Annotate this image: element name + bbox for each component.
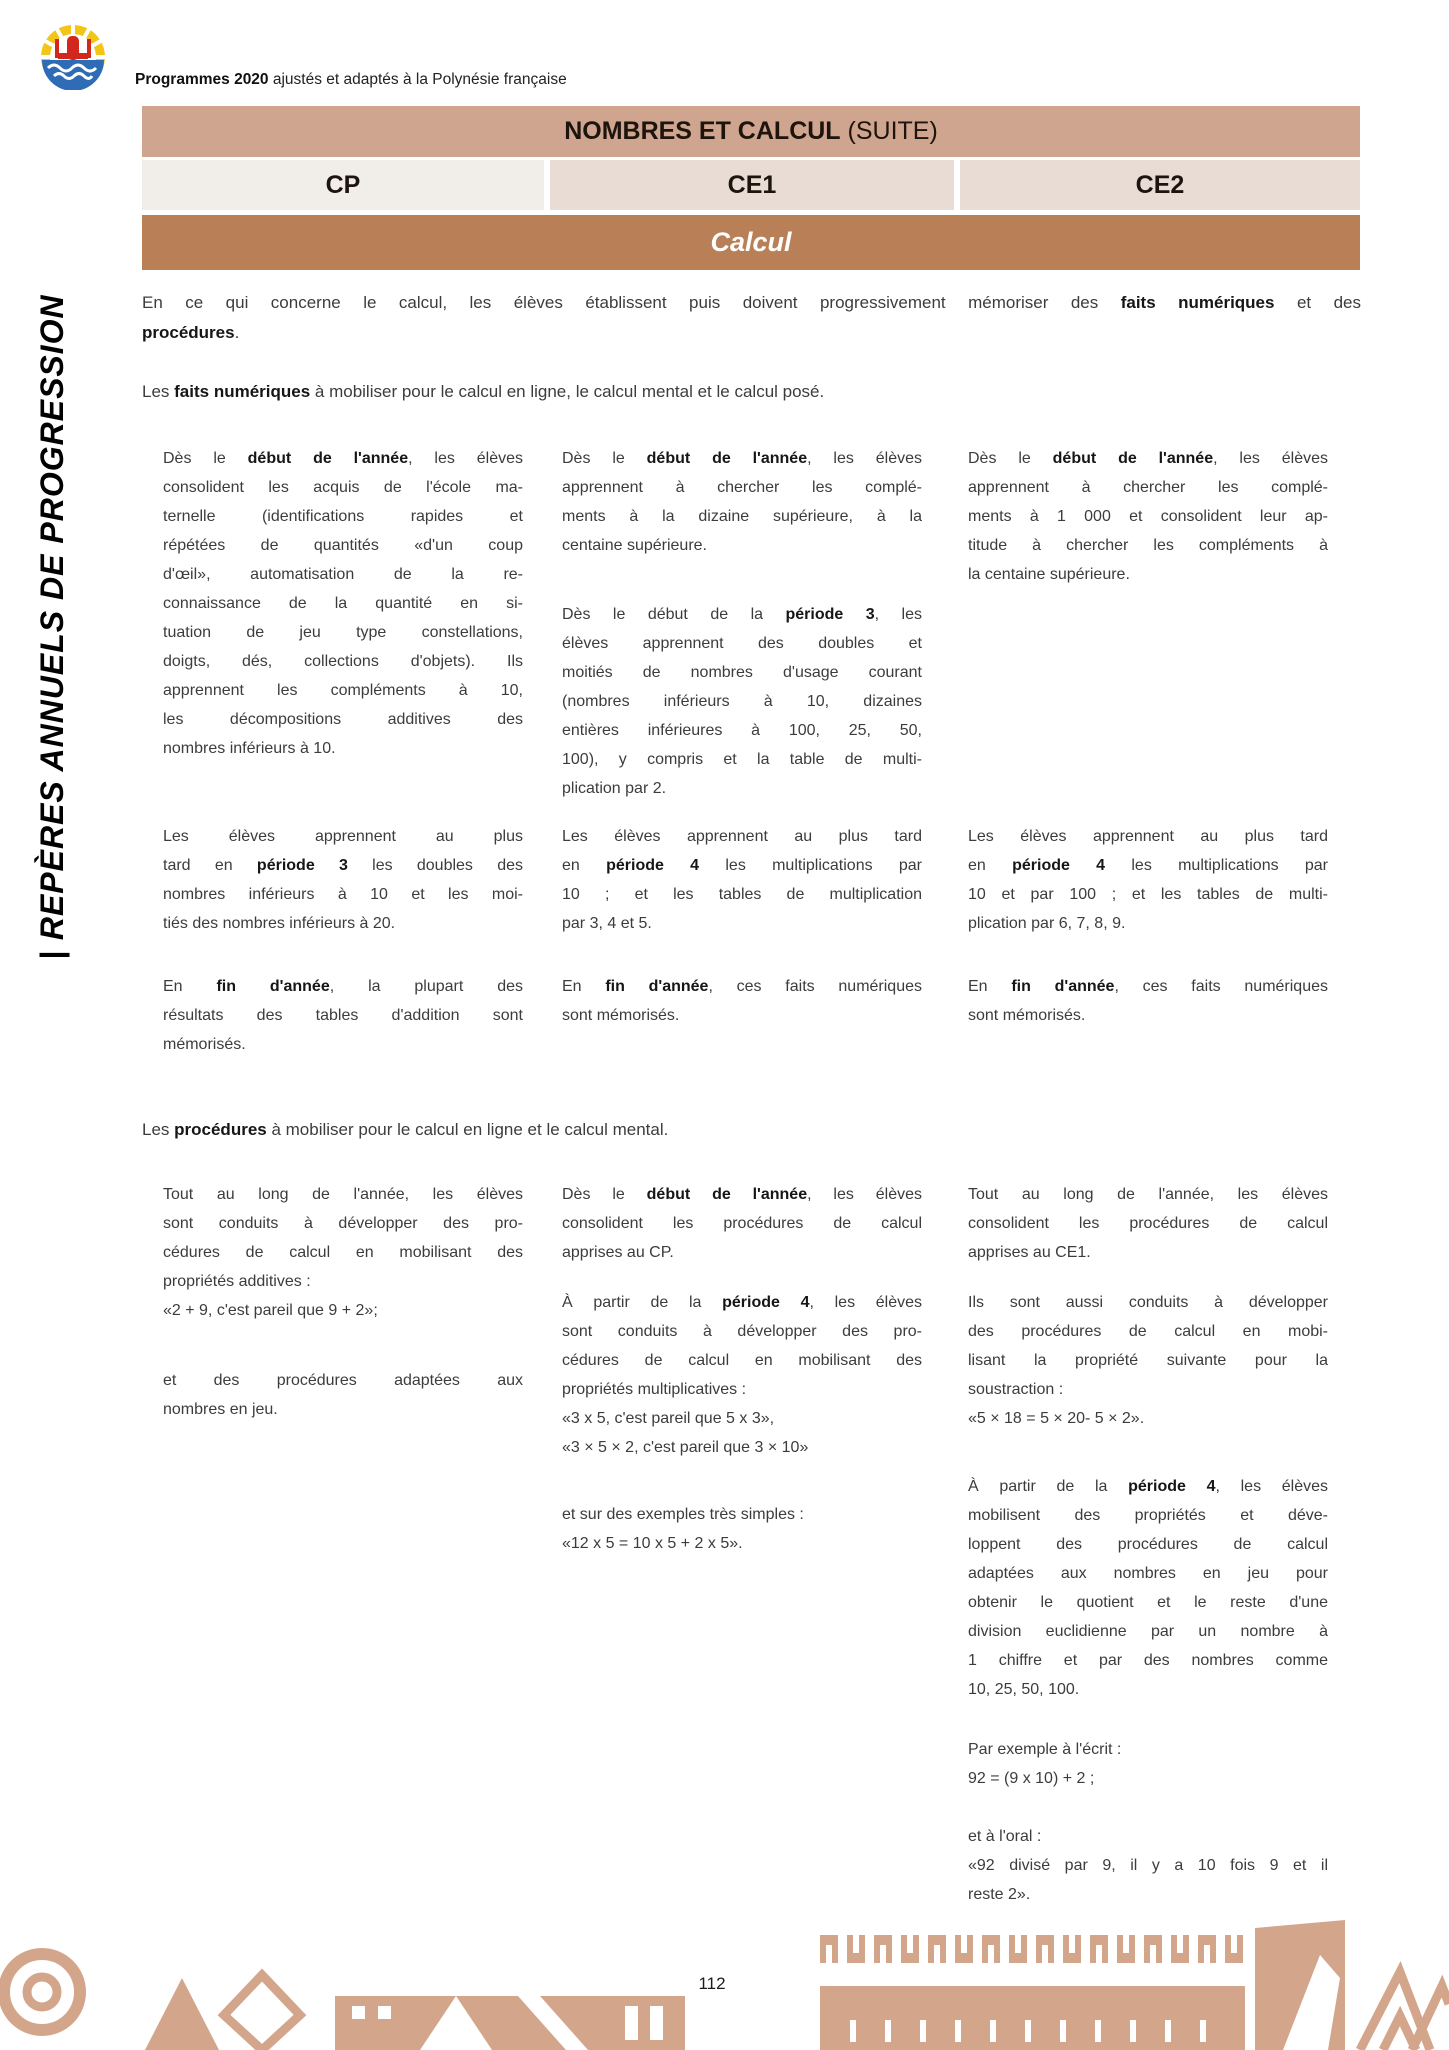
table-title-band [142, 106, 1360, 157]
brand-rest: ajustés et adaptés à la Polynésie française [268, 71, 567, 88]
cp-s1-paragraph-1: Dès le début de l'année, les élèves consolident les acquis de l'école ma- ternelle (identifications rapides et répétées de quantités «d'un coup d'œil», automatisation de la re- connaissance de la quantité en si- tuation de jeu type constellations, doigts, dés, collections d'objets). Ils apprennent les compléments à 10, les décompositions additives des nombres inférieurs à 10. [163, 450, 523, 757]
polynesie-francaise-logo [40, 24, 106, 90]
ce2-s1-paragraph-2: Les élèves apprennent au plus tard en période 4 les multiplications par 10 et par 100 ; et les tables de multi- plication par 6, 7, 8, 9. [968, 828, 1328, 932]
table-title-suffix: (SUITE) [840, 117, 938, 145]
procedures-line: Les procédures à mobiliser pour le calcul en ligne et le calcul mental. [142, 1120, 669, 1139]
sidebar-vertical-title: | REPÈRES ANNUELS DE PROGRESSION [34, 294, 70, 960]
ce1-s1-paragraph-3: Les élèves apprennent au plus tard en période 4 les multiplications par 10 ; et les tables de multiplication par 3, 4 et 5. [562, 828, 922, 932]
document-header-title [135, 71, 567, 89]
cp-s1-paragraph-2: Les élèves apprennent au plus tard en période 3 les doubles des nombres inférieurs à 10 et les moi- tiés des nombres inférieurs à 20. [163, 828, 524, 932]
cp-s2-paragraph-1: Tout au long de l'année, les élèves sont conduits à développer des pro- cédures de calcul en mobilisant des propriétés additives : «2 + 9, c'est pareil que 9 + 2»; [163, 1186, 523, 1319]
ce1-s2-paragraph-1: Dès le début de l'année, les élèves consolident les procédures de calcul apprises au CP. [562, 1186, 922, 1261]
ce1-s1-paragraph-1: Dès le début de l'année, les élèves apprennent à chercher les complé- ments à la dizaine supérieure, à la centaine supérieure. [562, 450, 922, 554]
ce2-s2-paragraph-4: Par exemple à l'écrit : 92 = (9 x 10) + 2 ; [968, 1741, 1122, 1787]
ce2-s1-paragraph-3: En fin d'année, ces faits numériques sont mémorisés. [968, 978, 1329, 1024]
ce1-s2-paragraph-3: et sur des exemples très simples : «12 x 5 = 10 x 5 + 2 x 5». [562, 1506, 804, 1552]
column-header-ce2: CE2 [960, 160, 1360, 210]
ce2-s2-paragraph-1: Tout au long de l'année, les élèves consolident les procédures de calcul apprises au CE1. [968, 1186, 1328, 1261]
ce2-s2-paragraph-2: Ils sont aussi conduits à développer des procédures de calcul en mobi- lisant la propriété suivante pour la soustraction : «5 × 18 = 5 × 20- 5 × 2». [968, 1294, 1328, 1427]
cp-s2-paragraph-2: et des procédures adaptées aux nombres en jeu. [163, 1372, 523, 1418]
ce1-s2-paragraph-2: À partir de la période 4, les élèves sont conduits à développer des pro- cédures de calcul en mobilisant des propriétés multiplicatives : «3 x 5, c'est pareil que 5 x 3», «3 × 5 × 2, c'est pareil que 3 × 10» [562, 1294, 922, 1456]
column-header-cp: CP [142, 160, 544, 210]
section-band-calcul: Calcul [142, 215, 1360, 270]
faits-numeriques-line: Les faits numériques à mobiliser pour le calcul en ligne, le calcul mental et le calcul posé. [142, 382, 825, 401]
ce2-s1-paragraph-1: Dès le début de l'année, les élèves apprennent à chercher les complé- ments à 1 000 et consolident leur ap- titude à chercher les compléments à la centaine supérieure. [968, 450, 1328, 583]
ce2-s2-paragraph-5: et à l'oral : «92 divisé par 9, il y a 10 fois 9 et il reste 2». [968, 1828, 1328, 1903]
ce2-s2-paragraph-3: À partir de la période 4, les élèves mobilisent des propriétés et déve- loppent des procédures de calcul adaptées aux nombres en jeu pour obtenir le quotient et le reste d'une division euclidienne par un nombre à 1 chiffre et par des nombres comme 10, 25, 50, 100. [968, 1478, 1328, 1698]
table-title-bold: NOMBRES ET CALCUL [564, 117, 841, 145]
intro-paragraph: En ce qui concerne le calcul, les élèves établissent puis doivent progressivement mémoriser des faits numériques et des procédures. [142, 293, 1361, 342]
brand-bold: Programmes 2020 [135, 71, 269, 88]
ce1-s1-paragraph-4: En fin d'année, ces faits numériques sont mémorisés. [562, 978, 923, 1024]
cp-s1-paragraph-3: En fin d'année, la plupart des résultats des tables d'addition sont mémorisés. [163, 978, 524, 1053]
page-number: 112 [698, 1974, 726, 1993]
column-header-ce1: CE1 [550, 160, 954, 210]
ce1-s1-paragraph-2: Dès le début de la période 3, les élèves apprennent des doubles et moitiés de nombres d'usage courant (nombres inférieurs à 10, dizaines entières inférieures à 100, 25, 50, 100), y compris et la table de multi- plication par 2. [562, 606, 923, 797]
